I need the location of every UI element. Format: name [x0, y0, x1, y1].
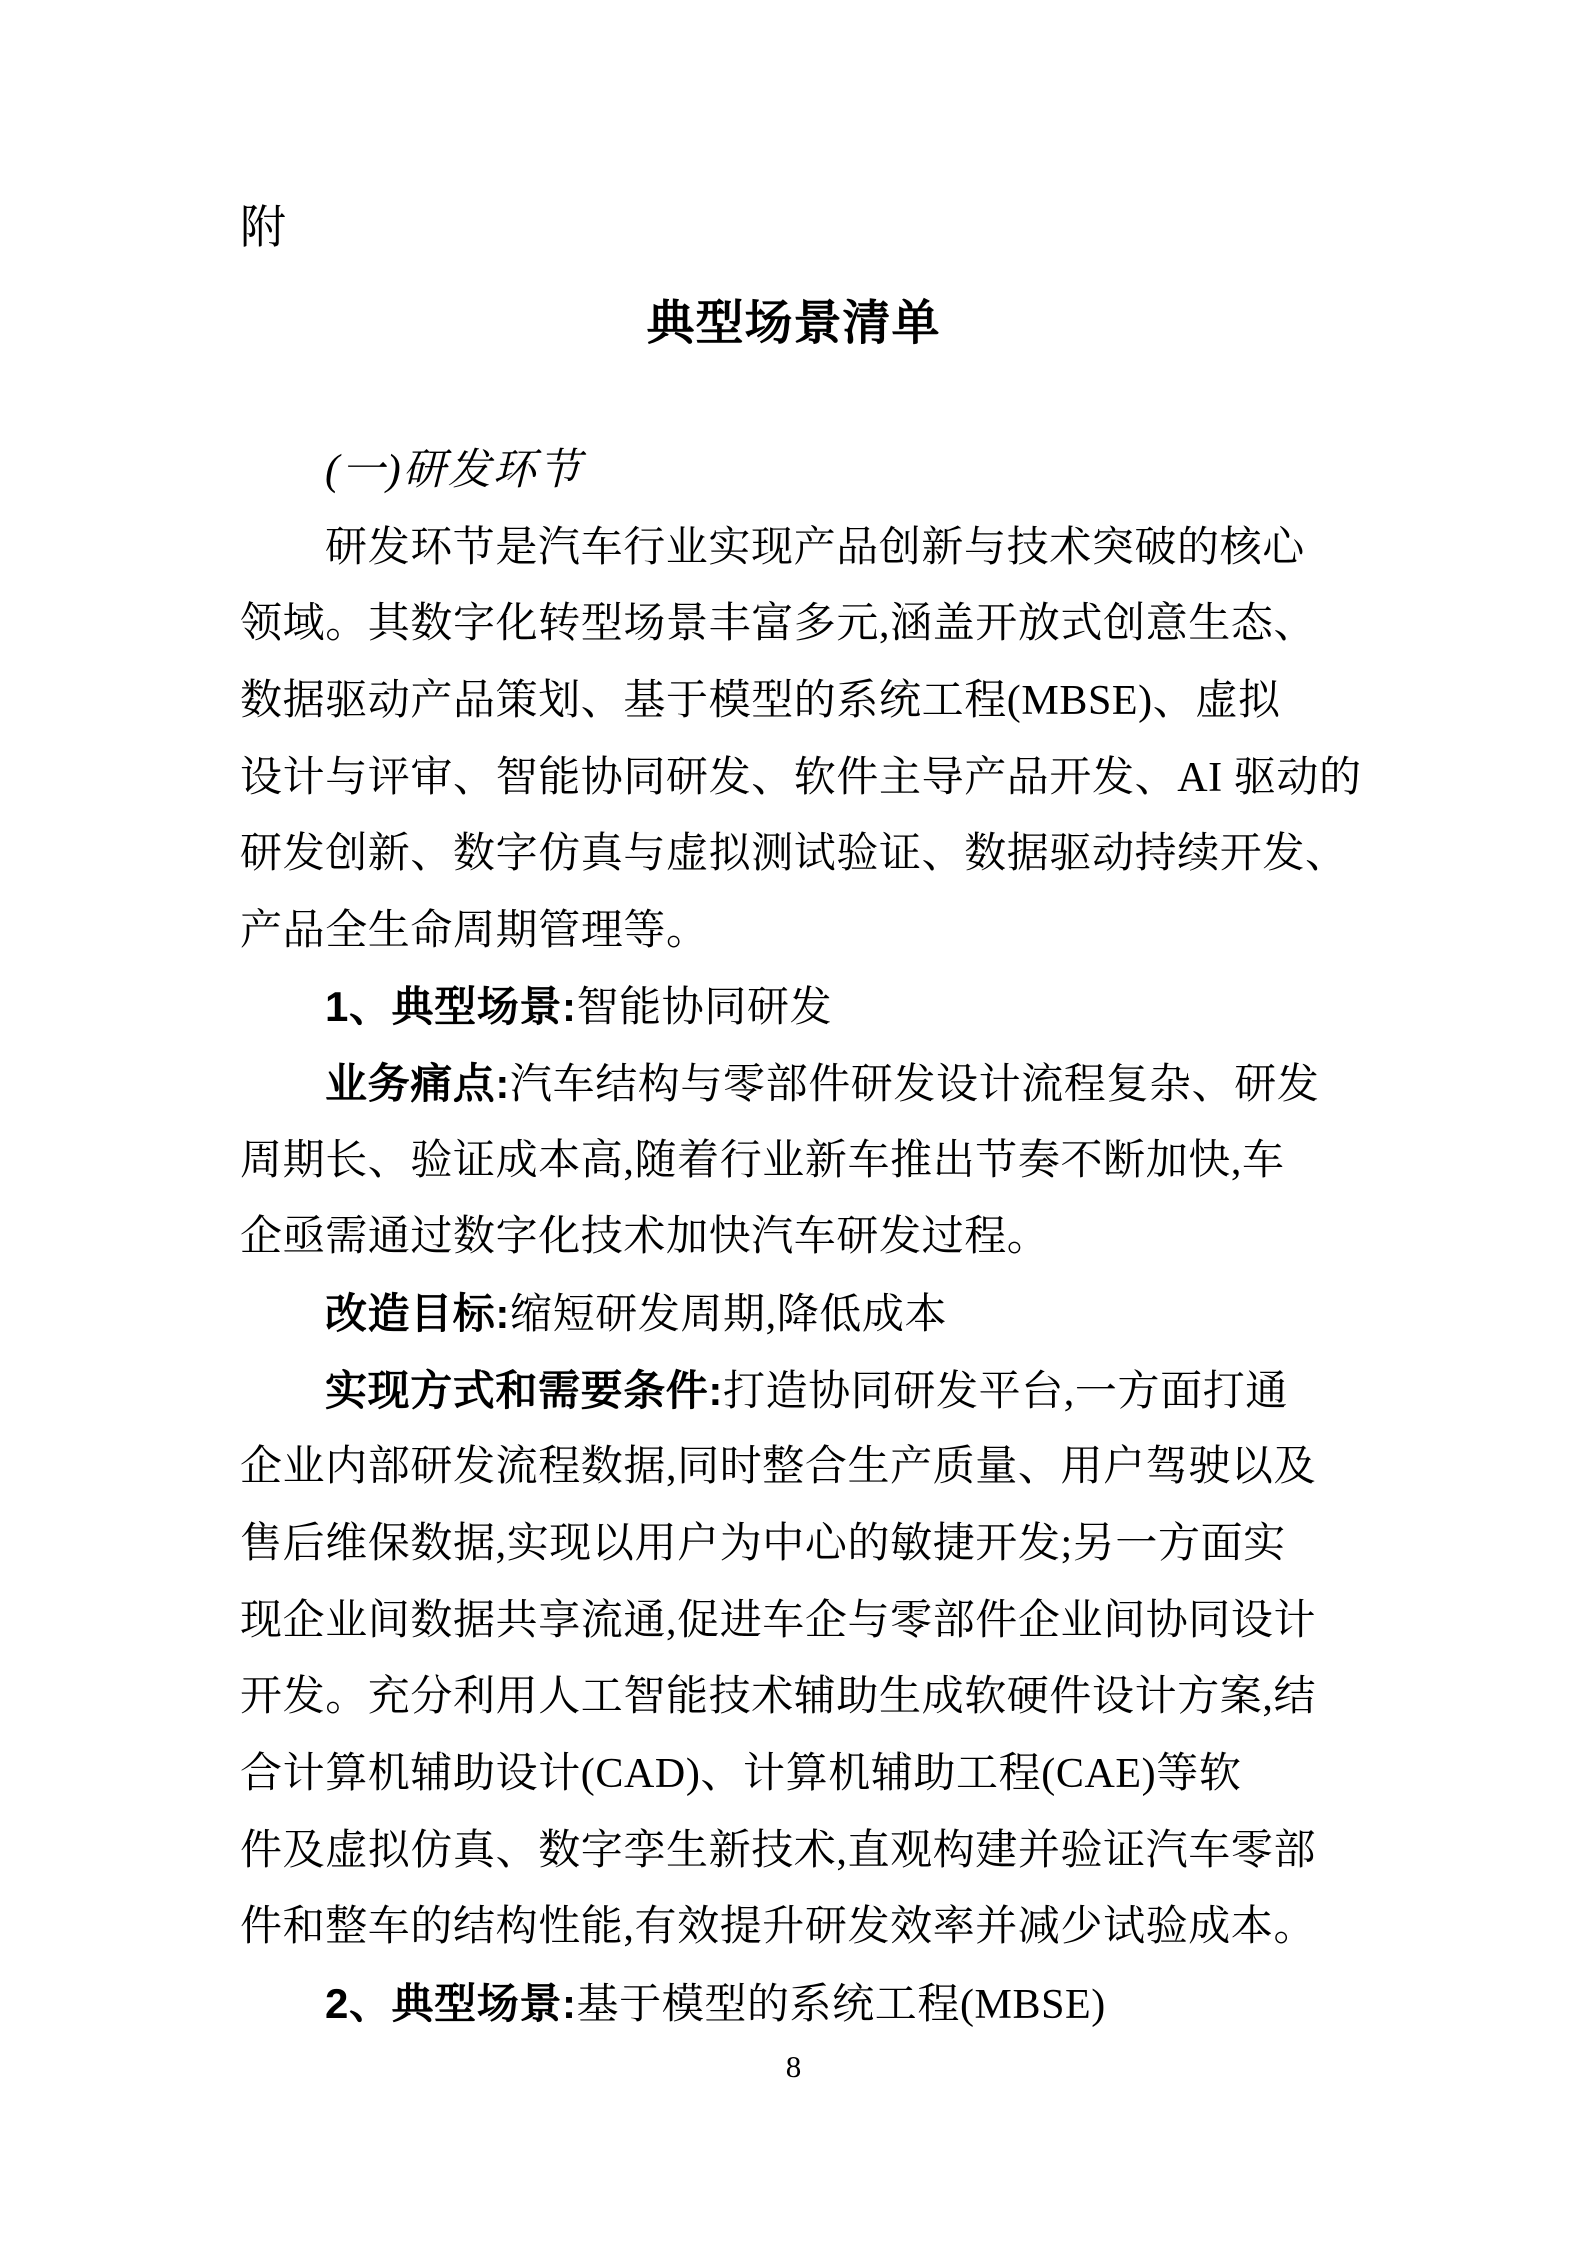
scenario-2-label: 2、典型场景:: [325, 1979, 577, 2027]
goal-value: 缩短研发周期,降低成本: [510, 1292, 948, 1339]
scenario-2-value: 基于模型的系统工程(MBSE): [576, 1981, 1106, 2028]
intro-line: 数据驱动产品策划、基于模型的系统工程(MBSE)、虚拟: [240, 677, 1281, 724]
implementation-label: 实现方式和需要条件:: [325, 1366, 723, 1414]
pain-point-line: [240, 1046, 1355, 1123]
page-title: 典型场景清单: [646, 297, 941, 350]
intro-line: 研发创新、数字仿真与虚拟测试验证、数据驱动持续开发、: [240, 831, 1348, 878]
intro-line: 领域。其数字化转型场景丰富多元,涵盖开放式创意生态、: [240, 601, 1317, 648]
scenario-1-value: 智能协同研发: [576, 985, 833, 1032]
goal-label: 改造目标:: [325, 1290, 510, 1338]
section-heading: (一)研发环节: [325, 447, 583, 494]
body-text: [240, 433, 1362, 2042]
pain-point-line: 周期长、验证成本高,随着行业新车推出节奏不断加快,车: [240, 1137, 1285, 1184]
intro-line: 研发环节是汽车行业实现产品创新与技术突破的核心: [325, 524, 1305, 571]
implementation-text: 打造协同研发平台,一方面打通: [723, 1368, 1288, 1415]
attachment-label: 附: [240, 202, 286, 253]
implementation-line: 合计算机辅助设计(CAD)、计算机辅助工程(CAE)等软: [240, 1750, 1242, 1797]
implementation-line: [240, 1353, 1355, 1430]
implementation-line: 企业内部研发流程数据,同时整合生产质量、用户驾驶以及: [240, 1444, 1317, 1491]
scenario-1-line: [240, 969, 1355, 1046]
page-number: 8: [785, 2049, 802, 2084]
intro-line: 设计与评审、智能协同研发、软件主导产品开发、AI 驱动的: [240, 754, 1362, 801]
implementation-line: 售后维保数据,实现以用户为中心的敏捷开发;另一方面实: [240, 1520, 1286, 1567]
goal-line: [240, 1276, 1355, 1353]
scenario-1-label: 1、典型场景:: [325, 983, 577, 1031]
pain-point-line: 企亟需通过数字化技术加快汽车研发过程。: [240, 1214, 1050, 1261]
pain-point-label: 业务痛点:: [325, 1060, 510, 1108]
implementation-line: 开发。充分利用人工智能技术辅助生成软硬件设计方案,结: [240, 1674, 1317, 1721]
intro-line: 产品全生命周期管理等。: [240, 907, 709, 954]
implementation-line: 件及虚拟仿真、数字孪生新技术,直观构建并验证汽车零部: [240, 1827, 1317, 1874]
pain-point-text: 汽车结构与零部件研发设计流程复杂、研发: [510, 1062, 1320, 1109]
implementation-line: 现企业间数据共享流通,促进车企与零部件企业间协同设计: [240, 1597, 1317, 1644]
implementation-line: 件和整车的结构性能,有效提升研发效率并减少试验成本。: [240, 1904, 1317, 1951]
scenario-2-line: [240, 1966, 1355, 2043]
